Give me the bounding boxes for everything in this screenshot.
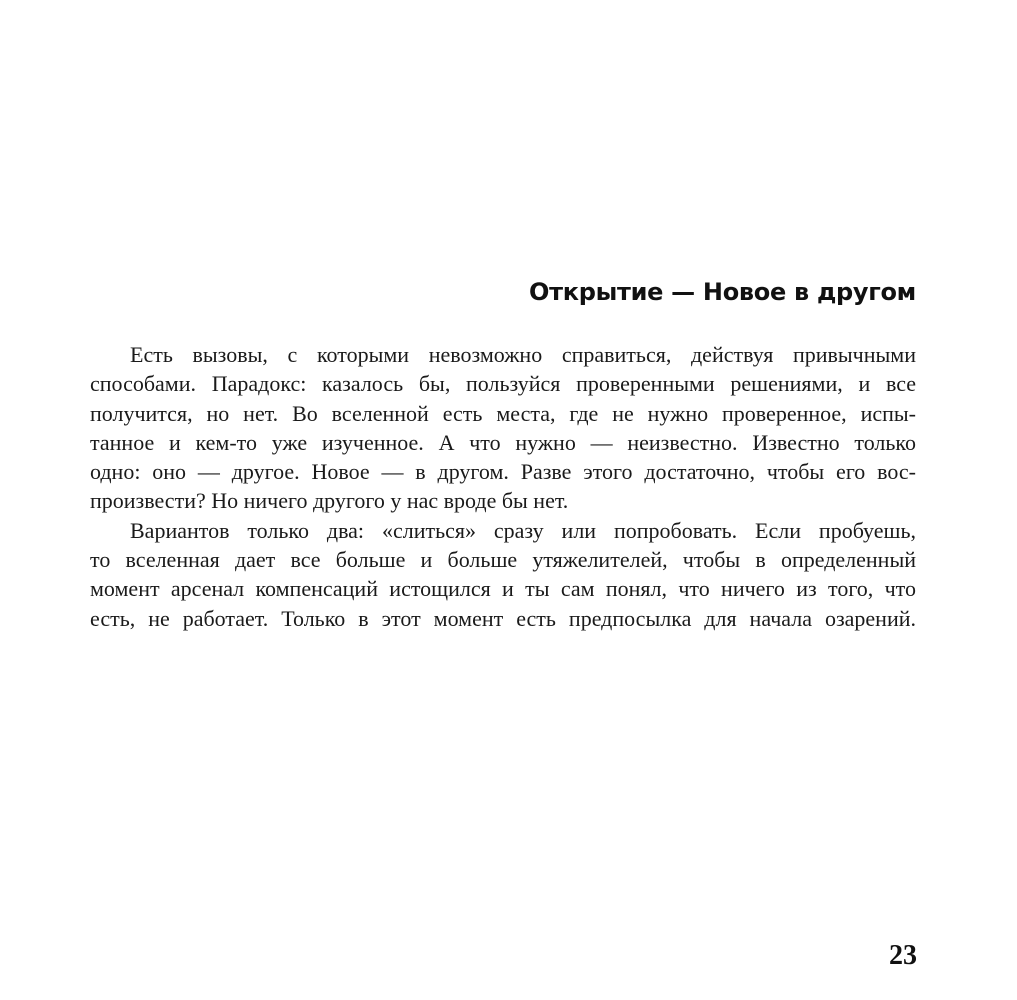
text-line: танное и кем-то уже изученное. А что нужно — неизвестно. Известно только [90,429,916,455]
text-line: способами. Парадокс: казалось бы, пользуйся проверенными решениями, и все [90,371,916,397]
paragraph-2 [90,516,916,633]
page-number: 23 [889,940,917,971]
text-line: получится, но нет. Во вселенной есть места, где не нужно проверенное, испы- [90,400,916,426]
body-text [90,340,916,633]
text-line: Есть вызовы, с которыми невозможно справиться, действуя привычными [130,342,916,367]
paragraph-1 [90,340,916,516]
text-line: то вселенная дает все больше и больше утяжелителей, чтобы в определенный [90,547,916,573]
text-line: произвести? Но ничего другого у нас вроде бы нет. [90,488,569,514]
text-line: Вариантов только два: «слиться» сразу или попробовать. Если пробуешь, [130,517,916,543]
text-line: одно: оно — другое. Новое — в другом. Разве этого достаточно, чтобы его вос- [90,459,916,485]
section-heading: Открытие — Новое в другом [529,278,916,306]
text-line: момент арсенал компенсаций истощился и ты сам понял, что ничего из того, что [90,576,916,602]
text-line: есть, не работает. Только в этот момент есть предпосылка для начала озарений. [90,605,916,631]
